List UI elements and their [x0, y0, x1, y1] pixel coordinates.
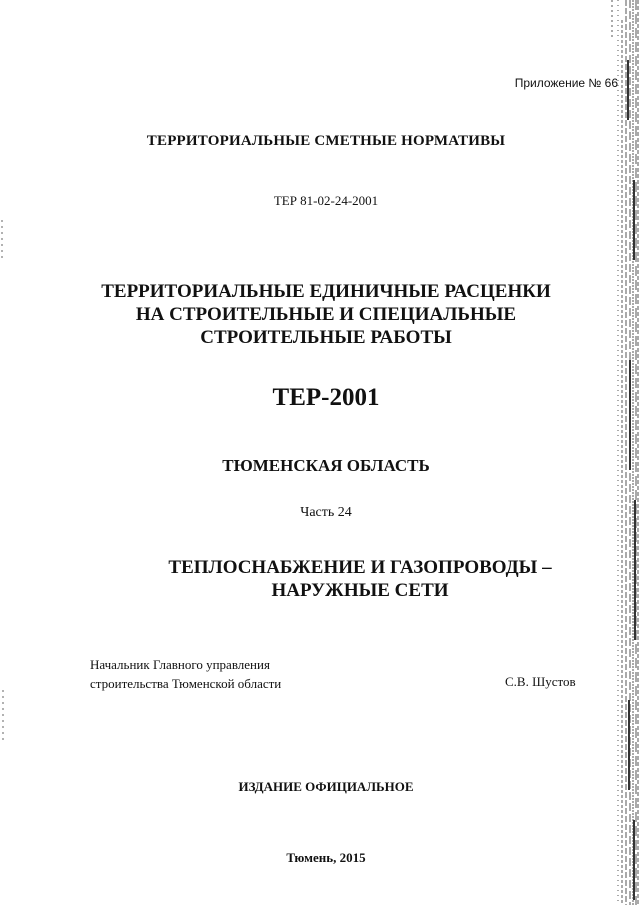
edition-code: ТЕР-2001	[272, 384, 380, 411]
publication-place-year: Тюмень, 2015	[286, 850, 366, 865]
scan-noise-left	[0, 220, 8, 740]
signatory-position	[90, 655, 281, 693]
part-number: Часть 24	[300, 505, 352, 520]
main-title	[40, 280, 612, 349]
document-code: ТЕР 81-02-24-2001	[273, 193, 379, 208]
section-title	[90, 556, 630, 602]
official-edition-label: ИЗДАНИЕ ОФИЦИАЛЬНОЕ	[238, 779, 414, 794]
signatory-position-line: Начальник Главного управления	[90, 657, 270, 672]
signatory-name: С.В. Шустов	[505, 674, 576, 689]
scan-noise-right	[608, 0, 640, 905]
section-title-line: ТЕПЛОСНАБЖЕНИЕ И ГАЗОПРОВОДЫ –	[168, 557, 552, 578]
main-title-line: СТРОИТЕЛЬНЫЕ РАБОТЫ	[200, 327, 452, 348]
appendix-number: Приложение № 66	[514, 76, 618, 90]
signatory-position-line: строительства Тюменской области	[90, 676, 282, 691]
series-title: ТЕРРИТОРИАЛЬНЫЕ СМЕТНЫЕ НОРМАТИВЫ	[146, 133, 506, 149]
main-title-line: НА СТРОИТЕЛЬНЫЕ И СПЕЦИАЛЬНЫЕ	[135, 304, 517, 325]
region-name: ТЮМЕНСКАЯ ОБЛАСТЬ	[222, 456, 430, 475]
main-title-line: ТЕРРИТОРИАЛЬНЫЕ ЕДИНИЧНЫЕ РАСЦЕНКИ	[101, 281, 551, 302]
section-title-line: НАРУЖНЫЕ СЕТИ	[271, 580, 449, 601]
